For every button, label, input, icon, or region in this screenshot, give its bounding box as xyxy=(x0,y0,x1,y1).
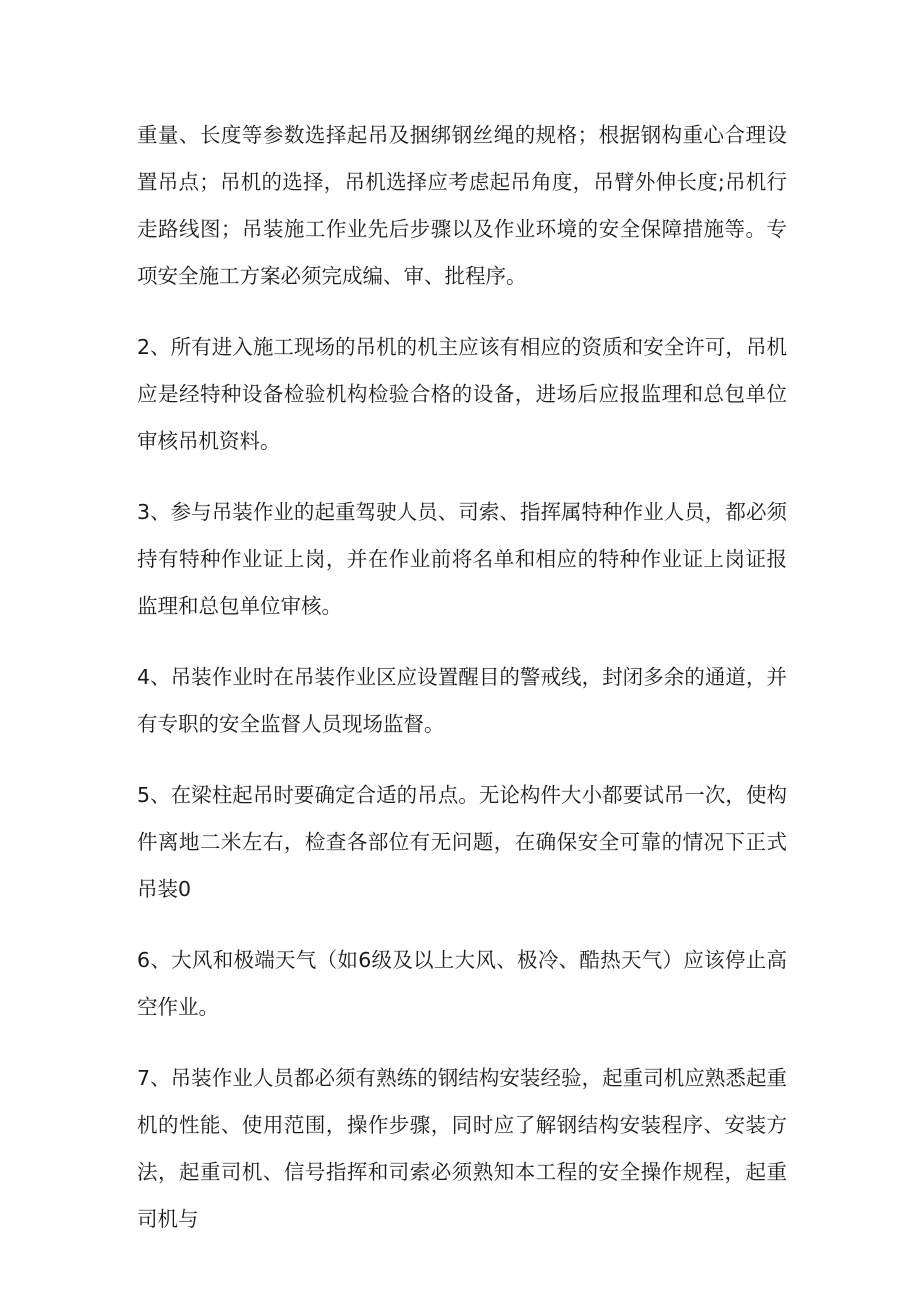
paragraph-operator-certification: 3、参与吊装作业的起重驾驶人员、司索、指挥属特种作业人员，都必须持有特种作业证上岗，并在作业前将名单和相应的特种作业证上岗证报监理和总包单位审核。 xyxy=(137,500,787,618)
paragraph-crane-qualification: 2、所有进入施工现场的吊机的机主应该有相应的资质和安全许可，吊机应是经特种设备检验机构检验合格的设备，进场后应报监理和总包单位审核吊机资料。 xyxy=(137,335,787,453)
paragraph-operator-experience: 7、吊装作业人员都必须有熟练的钢结构安装经验，起重司机应熟悉起重机的性能、使用范围，操作步骤，同时应了解钢结构安装程序、安装方法，起重司机、信号指挥和司索必须熟知本工程的安全操作规程，起重司机与 xyxy=(137,1066,787,1231)
paragraph-warning-zone: 4、吊装作业时在吊装作业区应设置醒目的警戒线，封闭多余的通道，并有专职的安全监督人员现场监督。 xyxy=(137,665,787,736)
paragraph-lifting-plan: 重量、长度等参数选择起吊及捆绑钢丝绳的规格；根据钢构重心合理设置吊点；吊机的选择，吊机选择应考虑起吊角度，吊臂外伸长度;吊机行走路线图；吊装施工作业先后步骤以及作业环境的安全保障措施等。专项安全施工方案必须完成编、审、批程序。 xyxy=(137,123,787,288)
paragraph-trial-lift: 5、在梁柱起吊时要确定合适的吊点。无论构件大小都要试吊一次，使构件离地二米左右，检查各部位有无问题，在确保安全可靠的情况下正式吊装0 xyxy=(137,783,787,901)
paragraph-weather-stop: 6、大风和极端天气（如6级及以上大风、极冷、酷热天气）应该停止高空作业。 xyxy=(137,948,787,1019)
document-body xyxy=(137,112,787,1243)
